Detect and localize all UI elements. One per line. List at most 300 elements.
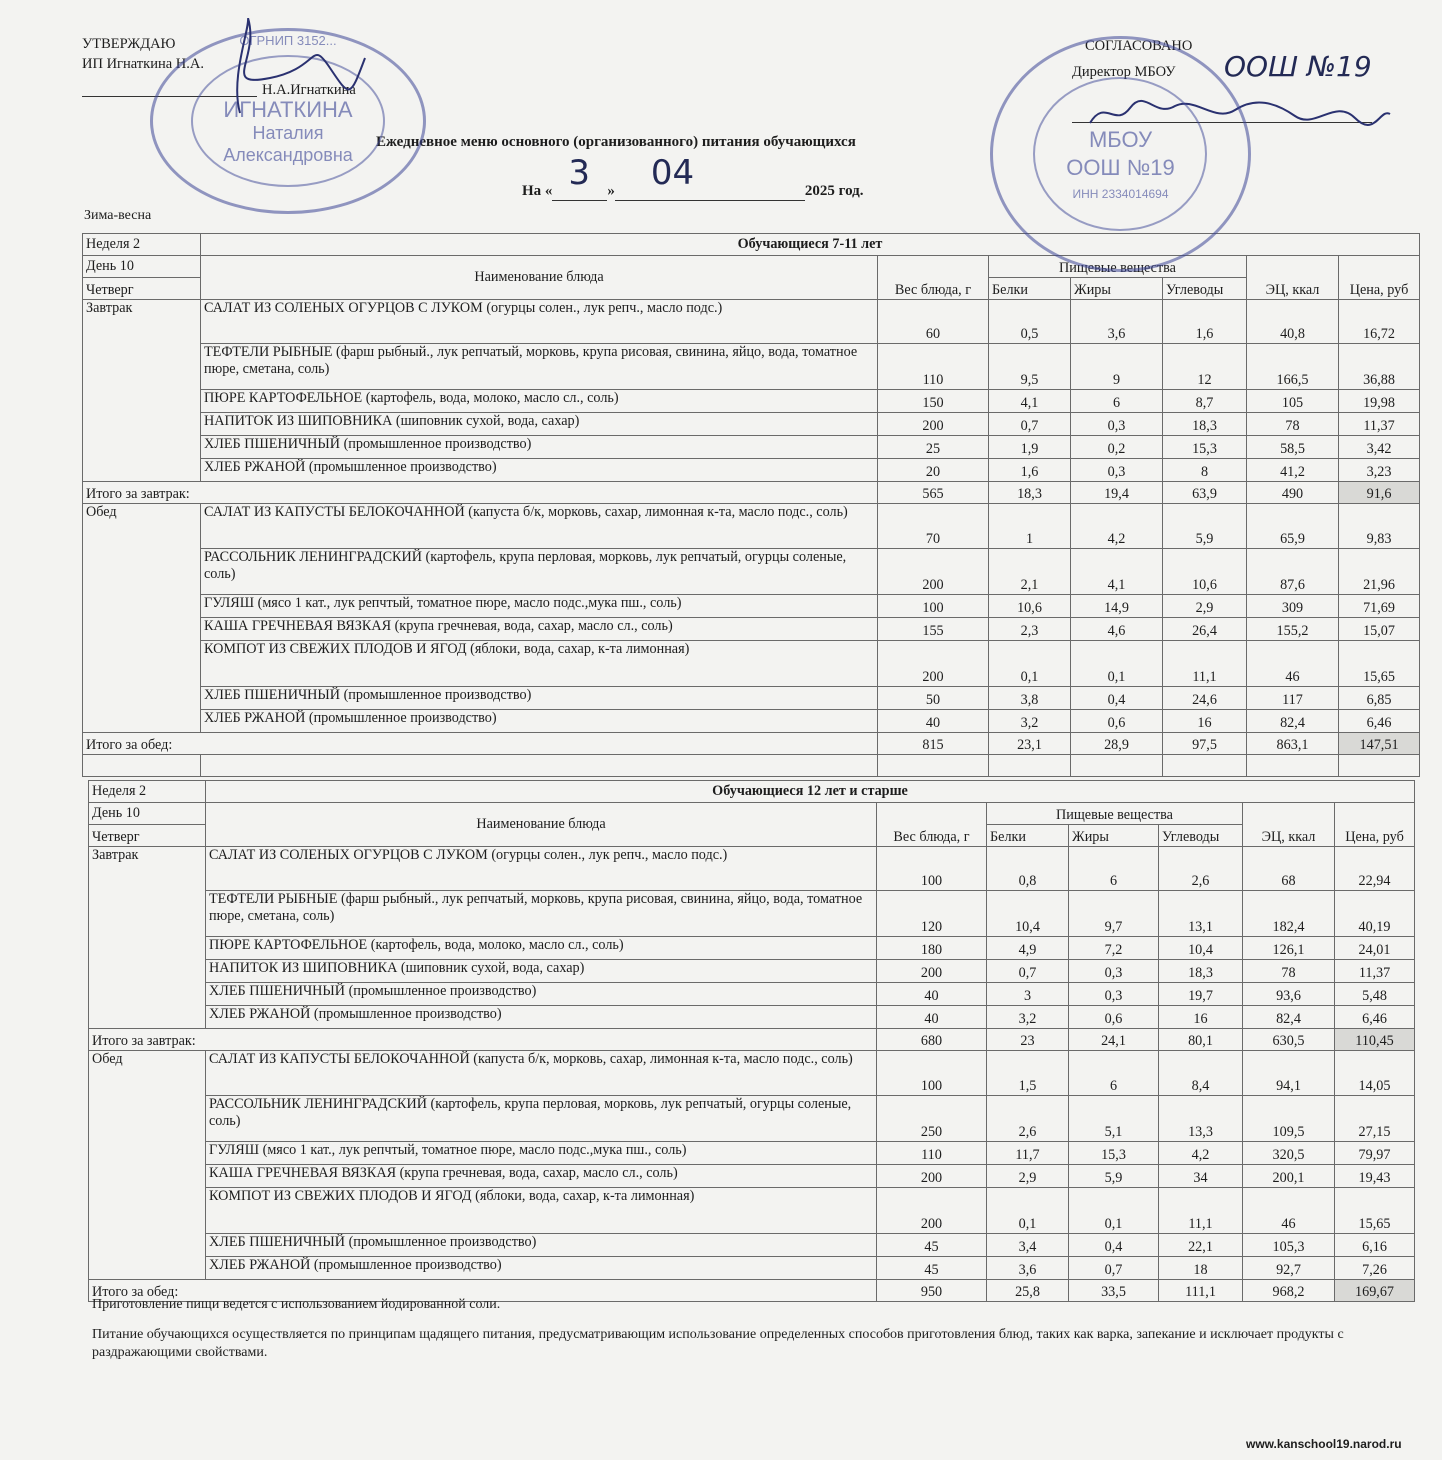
- dish-energy: 200,1: [1243, 1165, 1335, 1188]
- total-energy: 968,2: [1243, 1280, 1335, 1302]
- dish-carbs: 8,7: [1163, 390, 1247, 413]
- dish-protein: 3,6: [987, 1257, 1069, 1280]
- approve-title: УТВЕРЖДАЮ: [82, 36, 176, 52]
- dish-name: КОМПОТ ИЗ СВЕЖИХ ПЛОДОВ И ЯГОД (яблоки, вода, сахар, к-та лимонная): [206, 1188, 877, 1234]
- dish-weight: 250: [877, 1096, 987, 1142]
- dish-weight: 70: [878, 504, 989, 549]
- dish-weight: 100: [877, 847, 987, 891]
- dish-protein: 0,1: [989, 641, 1071, 687]
- dish-fat: 0,6: [1069, 1006, 1159, 1029]
- dish-protein: 3,2: [989, 710, 1071, 733]
- dish-protein: 0,7: [987, 960, 1069, 983]
- date-day-field: [552, 153, 607, 201]
- dish-price: 24,01: [1335, 937, 1415, 960]
- dish-name: РАССОЛЬНИК ЛЕНИНГРАДСКИЙ (картофель, крупа перловая, морковь, лук репчатый, огурцы соленые, соль): [201, 549, 878, 595]
- dish-carbs: 26,4: [1163, 618, 1247, 641]
- table-row: [89, 937, 1415, 960]
- dish-price: 3,42: [1339, 436, 1420, 459]
- date-mid: »: [607, 183, 615, 199]
- dish-name: САЛАТ ИЗ СОЛЕНЫХ ОГУРЦОВ С ЛУКОМ (огурцы солен., лук репч., масло подс.): [201, 300, 878, 344]
- menu-table-12-plus: [88, 780, 1415, 1302]
- date-suffix: 2025 год.: [804, 183, 864, 199]
- dish-carbs: 8,4: [1159, 1051, 1243, 1096]
- dish-name: ПЮРЕ КАРТОФЕЛЬНОЕ (картофель, вода, молоко, масло сл., соль): [206, 937, 877, 960]
- empty-cell: [201, 755, 878, 777]
- dish-price: 16,72: [1339, 300, 1420, 344]
- dish-price: 27,15: [1335, 1096, 1415, 1142]
- footer-note-salt: Приготовление пищи ведется с использованием йодированной соли.: [92, 1297, 501, 1312]
- dish-carbs: 13,1: [1159, 891, 1243, 937]
- dish-carbs: 34: [1159, 1165, 1243, 1188]
- empty-cell: [1339, 755, 1420, 777]
- table-row: [89, 960, 1415, 983]
- dish-fat: 0,3: [1069, 960, 1159, 983]
- meal-label: Обед: [83, 504, 201, 733]
- dish-protein: 4,1: [989, 390, 1071, 413]
- total-protein: 25,8: [987, 1280, 1069, 1302]
- dish-name: КОМПОТ ИЗ СВЕЖИХ ПЛОДОВ И ЯГОД (яблоки, вода, сахар, к-та лимонная): [201, 641, 878, 687]
- table-row: [89, 1142, 1415, 1165]
- col-carbs: Углеводы: [1159, 825, 1243, 847]
- dish-name: САЛАТ ИЗ КАПУСТЫ БЕЛОКОЧАННОЙ (капуста б/к, морковь, сахар, лимонная к-та, масло подс., соль): [201, 504, 878, 549]
- dish-fat: 6: [1069, 1051, 1159, 1096]
- dish-fat: 3,6: [1071, 300, 1163, 344]
- date-prefix: На «: [522, 183, 553, 199]
- total-weight: 565: [878, 482, 989, 504]
- dish-price: 5,48: [1335, 983, 1415, 1006]
- dish-energy: 309: [1247, 595, 1339, 618]
- dish-carbs: 15,3: [1163, 436, 1247, 459]
- spacer-row: [83, 755, 1420, 777]
- dish-weight: 45: [877, 1257, 987, 1280]
- dish-weight: 45: [877, 1234, 987, 1257]
- table-row: [89, 847, 1415, 891]
- total-fat: 28,9: [1071, 733, 1163, 755]
- dish-protein: 4,9: [987, 937, 1069, 960]
- dish-weight: 40: [877, 1006, 987, 1029]
- stamp-left: ИГНАТКИНА Наталия Александровна ОГРНИП 3152...: [150, 28, 426, 214]
- total-protein: 18,3: [989, 482, 1071, 504]
- dish-carbs: 4,2: [1159, 1142, 1243, 1165]
- dish-weight: 110: [877, 1142, 987, 1165]
- dish-fat: 7,2: [1069, 937, 1159, 960]
- dish-weight: 150: [878, 390, 989, 413]
- dish-weight: 155: [878, 618, 989, 641]
- col-weight: Вес блюда, г: [878, 256, 989, 300]
- dish-energy: 155,2: [1247, 618, 1339, 641]
- total-price: 147,51: [1339, 733, 1420, 755]
- dish-carbs: 12: [1163, 344, 1247, 390]
- table-row: [83, 595, 1420, 618]
- dish-carbs: 5,9: [1163, 504, 1247, 549]
- weekday-label: Четверг: [89, 825, 206, 847]
- table-row: [89, 1096, 1415, 1142]
- table-row: [83, 710, 1420, 733]
- dish-protein: 2,3: [989, 618, 1071, 641]
- dish-energy: 41,2: [1247, 459, 1339, 482]
- dish-weight: 200: [878, 413, 989, 436]
- dish-energy: 78: [1247, 413, 1339, 436]
- meal-label: Обед: [89, 1051, 206, 1280]
- table-row: [83, 641, 1420, 687]
- dish-protein: 0,7: [989, 413, 1071, 436]
- table-row: [89, 891, 1415, 937]
- meal-label: Завтрак: [83, 300, 201, 482]
- dish-weight: 200: [878, 549, 989, 595]
- dish-fat: 0,6: [1071, 710, 1163, 733]
- dish-carbs: 11,1: [1159, 1188, 1243, 1234]
- total-energy: 630,5: [1243, 1029, 1335, 1051]
- dish-energy: 92,7: [1243, 1257, 1335, 1280]
- dish-energy: 78: [1243, 960, 1335, 983]
- total-protein: 23: [987, 1029, 1069, 1051]
- col-dish: Наименование блюда: [206, 803, 877, 847]
- dish-protein: 2,6: [987, 1096, 1069, 1142]
- group-label: Обучающиеся 12 лет и старше: [206, 781, 1415, 803]
- day-label: День 10: [89, 803, 206, 825]
- table-row: [83, 459, 1420, 482]
- dish-carbs: 2,9: [1163, 595, 1247, 618]
- empty-cell: [1163, 755, 1247, 777]
- header-row-week: [89, 781, 1415, 803]
- dish-weight: 120: [877, 891, 987, 937]
- dish-energy: 82,4: [1243, 1006, 1335, 1029]
- dish-carbs: 11,1: [1163, 641, 1247, 687]
- dish-price: 19,98: [1339, 390, 1420, 413]
- total-label: Итого за завтрак:: [89, 1029, 877, 1051]
- dish-weight: 40: [878, 710, 989, 733]
- dish-weight: 180: [877, 937, 987, 960]
- dish-name: ХЛЕБ ПШЕНИЧНЫЙ (промышленное производство): [206, 983, 877, 1006]
- total-fat: 19,4: [1071, 482, 1163, 504]
- dish-price: 6,46: [1339, 710, 1420, 733]
- dish-carbs: 1,6: [1163, 300, 1247, 344]
- dish-protein: 1,5: [987, 1051, 1069, 1096]
- header-row-day: [83, 256, 1420, 278]
- dish-energy: 65,9: [1247, 504, 1339, 549]
- agree-title: СОГЛАСОВАНО: [1085, 38, 1193, 54]
- dish-energy: 46: [1243, 1188, 1335, 1234]
- dish-fat: 0,3: [1069, 983, 1159, 1006]
- dish-name: НАПИТОК ИЗ ШИПОВНИКА (шиповник сухой, вода, сахар): [206, 960, 877, 983]
- total-fat: 33,5: [1069, 1280, 1159, 1302]
- total-row: [89, 1029, 1415, 1051]
- dish-price: 7,26: [1335, 1257, 1415, 1280]
- dish-name: ТЕФТЕЛИ РЫБНЫЕ (фарш рыбный., лук репчатый, морковь, крупа рисовая, свинина, яйцо, вода, томатное пюре, сметана, соль): [201, 344, 878, 390]
- total-weight: 815: [878, 733, 989, 755]
- col-fat: Жиры: [1069, 825, 1159, 847]
- dish-price: 19,43: [1335, 1165, 1415, 1188]
- dish-fat: 6: [1071, 390, 1163, 413]
- empty-cell: [83, 755, 201, 777]
- empty-cell: [878, 755, 989, 777]
- total-carbs: 63,9: [1163, 482, 1247, 504]
- dish-energy: 109,5: [1243, 1096, 1335, 1142]
- table-row: [83, 390, 1420, 413]
- dish-name: ХЛЕБ РЖАНОЙ (промышленное производство): [206, 1257, 877, 1280]
- dish-fat: 0,1: [1069, 1188, 1159, 1234]
- dish-protein: 3,8: [989, 687, 1071, 710]
- dish-protein: 1: [989, 504, 1071, 549]
- dish-carbs: 18,3: [1163, 413, 1247, 436]
- table-row: [83, 436, 1420, 459]
- dish-price: 71,69: [1339, 595, 1420, 618]
- site-url: www.kanschool19.narod.ru: [1246, 1437, 1402, 1451]
- dish-energy: 105,3: [1243, 1234, 1335, 1257]
- dish-energy: 166,5: [1247, 344, 1339, 390]
- dish-protein: 3: [987, 983, 1069, 1006]
- date-month-field: [615, 153, 805, 201]
- dish-name: ХЛЕБ ПШЕНИЧНЫЙ (промышленное производство): [201, 436, 878, 459]
- total-price: 169,67: [1335, 1280, 1415, 1302]
- dish-protein: 3,2: [987, 1006, 1069, 1029]
- dish-name: КАША ГРЕЧНЕВАЯ ВЯЗКАЯ (крупа гречневая, вода, сахар, масло сл., соль): [201, 618, 878, 641]
- dish-fat: 6: [1069, 847, 1159, 891]
- menu-table-7-11: [82, 233, 1420, 777]
- dish-name: САЛАТ ИЗ КАПУСТЫ БЕЛОКОЧАННОЙ (капуста б/к, морковь, сахар, лимонная к-та, масло подс., соль): [206, 1051, 877, 1096]
- dish-energy: 82,4: [1247, 710, 1339, 733]
- total-price: 91,6: [1339, 482, 1420, 504]
- table-row: [83, 687, 1420, 710]
- dish-fat: 4,6: [1071, 618, 1163, 641]
- dish-price: 15,07: [1339, 618, 1420, 641]
- meal-label: Завтрак: [89, 847, 206, 1029]
- dish-carbs: 19,7: [1159, 983, 1243, 1006]
- empty-cell: [989, 755, 1071, 777]
- dish-price: 11,37: [1339, 413, 1420, 436]
- dish-weight: 20: [878, 459, 989, 482]
- dish-protein: 10,6: [989, 595, 1071, 618]
- signature-left: [200, 18, 370, 118]
- dish-carbs: 22,1: [1159, 1234, 1243, 1257]
- dish-price: 6,85: [1339, 687, 1420, 710]
- col-protein: Белки: [989, 278, 1071, 300]
- empty-cell: [1071, 755, 1163, 777]
- dish-price: 9,83: [1339, 504, 1420, 549]
- col-protein: Белки: [987, 825, 1069, 847]
- table-row: [83, 504, 1420, 549]
- date-day: 3: [568, 153, 591, 193]
- table-row: [89, 1188, 1415, 1234]
- dish-price: 22,94: [1335, 847, 1415, 891]
- table-row: [83, 549, 1420, 595]
- total-price: 110,45: [1335, 1029, 1415, 1051]
- dish-price: 6,16: [1335, 1234, 1415, 1257]
- stamp-right: МБОУ ООШ №19 ИНН 2334014694: [990, 36, 1251, 272]
- dish-price: 6,46: [1335, 1006, 1415, 1029]
- dish-name: ХЛЕБ РЖАНОЙ (промышленное производство): [206, 1006, 877, 1029]
- col-nutrients: Пищевые вещества: [987, 803, 1243, 825]
- dish-weight: 25: [878, 436, 989, 459]
- dish-energy: 182,4: [1243, 891, 1335, 937]
- dish-protein: 1,9: [989, 436, 1071, 459]
- dish-price: 15,65: [1335, 1188, 1415, 1234]
- dish-name: ХЛЕБ ПШЕНИЧНЫЙ (промышленное производство): [206, 1234, 877, 1257]
- season-label: Зима-весна: [84, 208, 152, 223]
- dish-name: ГУЛЯШ (мясо 1 кат., лук репчтый, томатное пюре, масло подс.,мука пш., соль): [201, 595, 878, 618]
- table-row: [83, 300, 1420, 344]
- week-label: Неделя 2: [89, 781, 206, 803]
- col-dish: Наименование блюда: [201, 256, 878, 300]
- total-weight: 680: [877, 1029, 987, 1051]
- dish-energy: 87,6: [1247, 549, 1339, 595]
- dish-fat: 0,1: [1071, 641, 1163, 687]
- agree-role: Директор МБОУ: [1072, 64, 1176, 80]
- empty-cell: [1247, 755, 1339, 777]
- dish-energy: 94,1: [1243, 1051, 1335, 1096]
- dish-name: ХЛЕБ РЖАНОЙ (промышленное производство): [201, 710, 878, 733]
- document-title: Ежедневное меню основного (организованного) питания обучающихся: [376, 134, 856, 150]
- day-label: День 10: [83, 256, 201, 278]
- dish-fat: 0,7: [1069, 1257, 1159, 1280]
- dish-price: 15,65: [1339, 641, 1420, 687]
- dish-energy: 93,6: [1243, 983, 1335, 1006]
- col-energy: ЭЦ, ккал: [1243, 803, 1335, 847]
- header-row-day: [89, 803, 1415, 825]
- dish-price: 36,88: [1339, 344, 1420, 390]
- dish-name: ГУЛЯШ (мясо 1 кат., лук репчтый, томатное пюре, масло подс.,мука пш., соль): [206, 1142, 877, 1165]
- total-energy: 863,1: [1247, 733, 1339, 755]
- total-carbs: 111,1: [1159, 1280, 1243, 1302]
- dish-price: 40,19: [1335, 891, 1415, 937]
- total-carbs: 80,1: [1159, 1029, 1243, 1051]
- dish-fat: 4,2: [1071, 504, 1163, 549]
- table-row: [89, 1234, 1415, 1257]
- total-weight: 950: [877, 1280, 987, 1302]
- dish-fat: 14,9: [1071, 595, 1163, 618]
- dish-name: ПЮРЕ КАРТОФЕЛЬНОЕ (картофель, вода, молоко, масло сл., соль): [201, 390, 878, 413]
- total-row: [83, 733, 1420, 755]
- dish-energy: 58,5: [1247, 436, 1339, 459]
- dish-protein: 0,1: [987, 1188, 1069, 1234]
- dish-carbs: 16: [1163, 710, 1247, 733]
- approve-org: ИП Игнаткина Н.А.: [82, 56, 204, 72]
- week-label: Неделя 2: [83, 234, 201, 256]
- footer-note-diet: Питание обучающихся осуществляется по принципам щадящего питания, предусматривающим использование определенных способов приготовления блюд, таких как варка, запекание и исключает продукты с раздражающими свойствами.: [92, 1327, 1344, 1360]
- dish-fat: 5,1: [1069, 1096, 1159, 1142]
- table-row: [83, 344, 1420, 390]
- dish-weight: 110: [878, 344, 989, 390]
- dish-name: ХЛЕБ ПШЕНИЧНЫЙ (промышленное производство): [201, 687, 878, 710]
- dish-carbs: 2,6: [1159, 847, 1243, 891]
- dish-price: 14,05: [1335, 1051, 1415, 1096]
- dish-fat: 9,7: [1069, 891, 1159, 937]
- dish-weight: 200: [877, 1188, 987, 1234]
- table-row: [89, 1006, 1415, 1029]
- dish-fat: 4,1: [1071, 549, 1163, 595]
- dish-weight: 100: [877, 1051, 987, 1096]
- col-nutrients: Пищевые вещества: [989, 256, 1247, 278]
- col-carbs: Углеводы: [1163, 278, 1247, 300]
- total-row: [83, 482, 1420, 504]
- dish-weight: 60: [878, 300, 989, 344]
- dish-carbs: 10,4: [1159, 937, 1243, 960]
- dish-name: КАША ГРЕЧНЕВАЯ ВЯЗКАЯ (крупа гречневая, вода, сахар, масло сл., соль): [206, 1165, 877, 1188]
- total-protein: 23,1: [989, 733, 1071, 755]
- dish-fat: 0,4: [1071, 687, 1163, 710]
- dish-name: ХЛЕБ РЖАНОЙ (промышленное производство): [201, 459, 878, 482]
- col-price: Цена, руб: [1335, 803, 1415, 847]
- total-label: Итого за обед:: [83, 733, 878, 755]
- dish-energy: 126,1: [1243, 937, 1335, 960]
- approve-name: Н.А.Игнаткина: [262, 82, 356, 98]
- dish-carbs: 18: [1159, 1257, 1243, 1280]
- dish-energy: 40,8: [1247, 300, 1339, 344]
- total-label: Итого за завтрак:: [83, 482, 878, 504]
- dish-weight: 40: [877, 983, 987, 1006]
- dish-energy: 117: [1247, 687, 1339, 710]
- dish-protein: 3,4: [987, 1234, 1069, 1257]
- dish-energy: 105: [1247, 390, 1339, 413]
- table-row: [83, 618, 1420, 641]
- dish-carbs: 13,3: [1159, 1096, 1243, 1142]
- dish-weight: 100: [878, 595, 989, 618]
- group-label: Обучающиеся 7-11 лет: [201, 234, 1420, 256]
- table-row: [89, 1165, 1415, 1188]
- total-label: Итого за обед:: [89, 1280, 877, 1302]
- total-fat: 24,1: [1069, 1029, 1159, 1051]
- dish-weight: 200: [878, 641, 989, 687]
- dish-name: ТЕФТЕЛИ РЫБНЫЕ (фарш рыбный., лук репчатый, морковь, крупа рисовая, свинина, яйцо, вода, томатное пюре, сметана, соль): [206, 891, 877, 937]
- agree-handwritten: ООШ №19: [1224, 50, 1372, 83]
- dish-fat: 5,9: [1069, 1165, 1159, 1188]
- date-line: [522, 153, 864, 201]
- dish-price: 21,96: [1339, 549, 1420, 595]
- weekday-label: Четверг: [83, 278, 201, 300]
- dish-energy: 46: [1247, 641, 1339, 687]
- dish-fat: 0,3: [1071, 413, 1163, 436]
- col-fat: Жиры: [1071, 278, 1163, 300]
- col-energy: ЭЦ, ккал: [1247, 256, 1339, 300]
- dish-carbs: 8: [1163, 459, 1247, 482]
- table-row: [89, 983, 1415, 1006]
- dish-protein: 9,5: [989, 344, 1071, 390]
- dish-protein: 1,6: [989, 459, 1071, 482]
- dish-fat: 0,3: [1071, 459, 1163, 482]
- table-row: [83, 413, 1420, 436]
- total-energy: 490: [1247, 482, 1339, 504]
- dish-name: САЛАТ ИЗ СОЛЕНЫХ ОГУРЦОВ С ЛУКОМ (огурцы солен., лук репч., масло подс.): [206, 847, 877, 891]
- dish-fat: 0,2: [1071, 436, 1163, 459]
- date-month: 04: [650, 153, 695, 193]
- dish-weight: 200: [877, 960, 987, 983]
- total-carbs: 97,5: [1163, 733, 1247, 755]
- dish-carbs: 24,6: [1163, 687, 1247, 710]
- dish-price: 3,23: [1339, 459, 1420, 482]
- dish-name: РАССОЛЬНИК ЛЕНИНГРАДСКИЙ (картофель, крупа перловая, морковь, лук репчатый, огурцы соленые, соль): [206, 1096, 877, 1142]
- dish-protein: 11,7: [987, 1142, 1069, 1165]
- dish-protein: 2,9: [987, 1165, 1069, 1188]
- dish-carbs: 16: [1159, 1006, 1243, 1029]
- dish-fat: 9: [1071, 344, 1163, 390]
- dish-protein: 10,4: [987, 891, 1069, 937]
- dish-weight: 50: [878, 687, 989, 710]
- table-row: [89, 1257, 1415, 1280]
- dish-price: 79,97: [1335, 1142, 1415, 1165]
- col-weight: Вес блюда, г: [877, 803, 987, 847]
- dish-energy: 68: [1243, 847, 1335, 891]
- dish-protein: 0,5: [989, 300, 1071, 344]
- dish-carbs: 10,6: [1163, 549, 1247, 595]
- dish-price: 11,37: [1335, 960, 1415, 983]
- dish-fat: 0,4: [1069, 1234, 1159, 1257]
- dish-protein: 0,8: [987, 847, 1069, 891]
- dish-protein: 2,1: [989, 549, 1071, 595]
- col-price: Цена, руб: [1339, 256, 1420, 300]
- dish-weight: 200: [877, 1165, 987, 1188]
- dish-carbs: 18,3: [1159, 960, 1243, 983]
- table-row: [89, 1051, 1415, 1096]
